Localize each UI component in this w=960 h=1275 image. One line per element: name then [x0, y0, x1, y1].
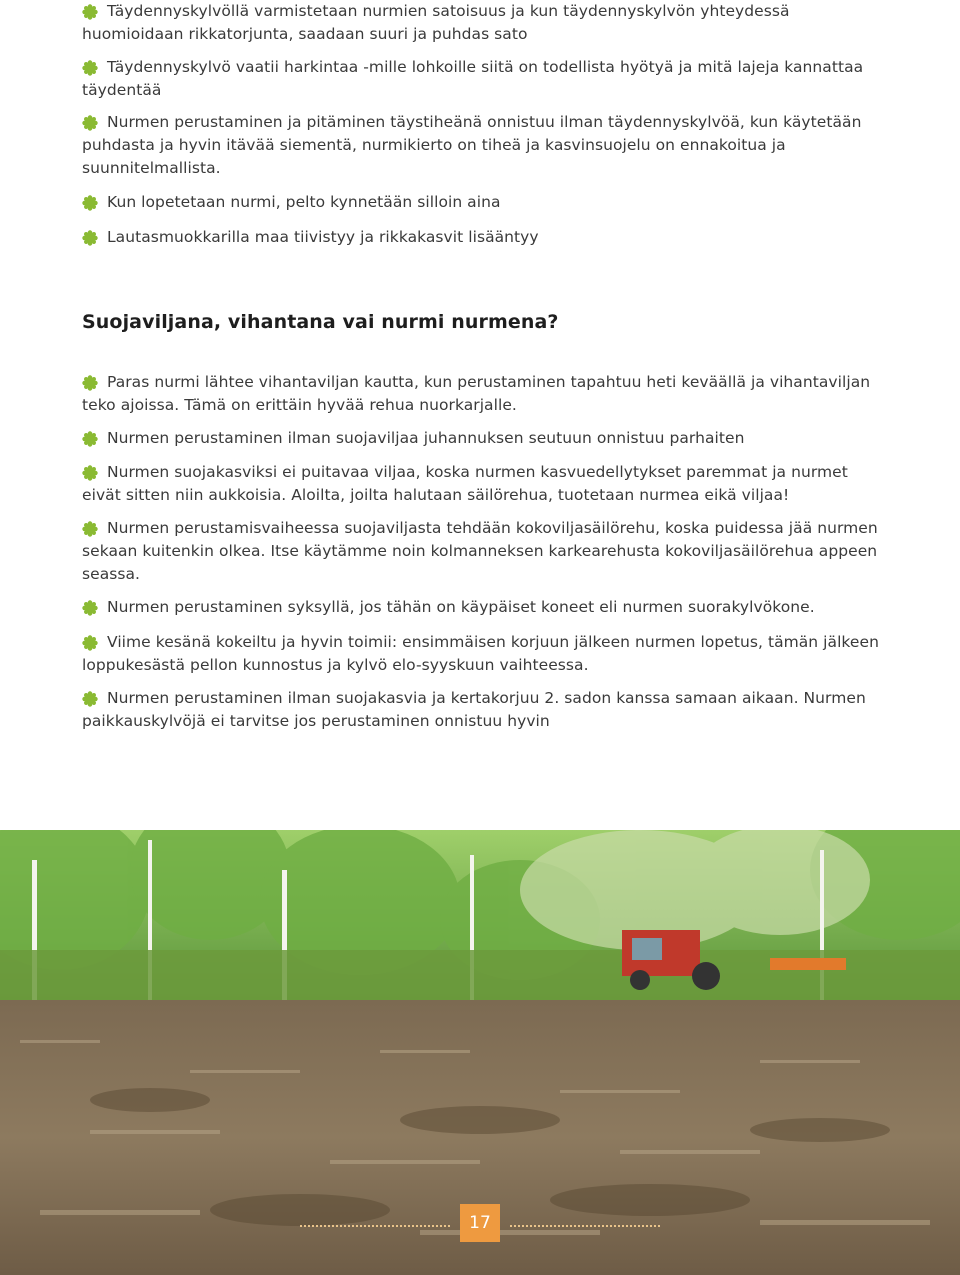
bullet-text: Nurmen perustaminen syksyllä, jos tähän on käypäiset koneet eli nurmen suorakylvökone.	[107, 598, 815, 616]
leaf-bullet-icon	[82, 521, 98, 537]
bullet-item	[82, 111, 882, 180]
bullet-text: Täydennyskylvöllä varmistetaan nurmien satoisuus ja kun täydennyskylvön yhteydessä huomioidaan rikkatorjunta, saadaan suuri ja puhdas sato	[82, 2, 790, 43]
leaf-bullet-icon	[82, 635, 98, 651]
leaf-bullet-icon	[82, 375, 98, 391]
leaf-bullet-icon	[82, 115, 98, 131]
leaf-bullet-icon	[82, 465, 98, 481]
bullet-text: Täydennyskylvö vaatii harkintaa -mille lohkoille siitä on todellista hyötyä ja mitä lajeja kannattaa täydentää	[82, 58, 864, 99]
bullet-item	[82, 687, 882, 733]
leaf-bullet-icon	[82, 4, 98, 20]
bullet-item	[82, 191, 882, 214]
leaf-bullet-icon	[82, 195, 98, 211]
bullet-text: Viime kesänä kokeiltu ja hyvin toimii: ensimmäisen korjuun jälkeen nurmen lopetus, tämän jälkeen loppukesästä pellon kunnostus ja kylvö elo-syyskuun vaihteessa.	[82, 633, 879, 674]
bullet-item	[82, 56, 882, 102]
footer-dotted-rule-left	[300, 1225, 450, 1227]
page-number: 17	[460, 1204, 500, 1242]
bullet-text: Nurmen perustaminen ilman suojakasvia ja kertakorjuu 2. sadon kanssa samaan aikaan. Nurmen paikkauskylvöjä ei tarvitse jos perustaminen onnistuu hyvin	[82, 689, 866, 730]
section-heading: Suojaviljana, vihantana vai nurmi nurmena?	[82, 311, 559, 333]
page-footer	[300, 1200, 660, 1244]
bullet-text: Nurmen perustamisvaiheessa suojaviljasta tehdään kokoviljasäilörehu, koska puidessa jää nurmen sekaan kuitenkin olkea. Itse käytämme noin kolmanneksen karkearehusta kokoviljasäilörehua appeen seassa.	[82, 519, 878, 583]
bullet-item	[82, 226, 882, 249]
bullet-item	[82, 631, 882, 677]
bullet-item	[82, 517, 882, 586]
bullet-text: Nurmen perustaminen ja pitäminen täystiheänä onnistuu ilman täydennyskylvöä, kun käytetään puhdasta ja hyvin itävää siementä, nurmikierto on tiheä ja kasvinsuojelu on ennakoitua ja suunnitelmallista.	[82, 113, 862, 177]
leaf-bullet-icon	[82, 600, 98, 616]
bullet-text: Nurmen suojakasviksi ei puitavaa viljaa, koska nurmen kasvuedellytykset paremmat ja nurmet eivät sitten niin aukkoisia. Aloilta, joilta halutaan säilörehua, tuotetaan nurmea eikä viljaa!	[82, 463, 848, 504]
leaf-bullet-icon	[82, 431, 98, 447]
bullet-text: Nurmen perustaminen ilman suojaviljaa juhannuksen seutuun onnistuu parhaiten	[107, 429, 745, 447]
bullet-text: Paras nurmi lähtee vihantaviljan kautta, kun perustaminen tapahtuu heti keväällä ja vihantaviljan teko ajoissa. Tämä on erittäin hyvää rehua nuorkarjalle.	[82, 373, 871, 414]
leaf-bullet-icon	[82, 691, 98, 707]
bullet-item	[82, 0, 882, 46]
bullet-item	[82, 461, 882, 507]
bullet-item	[82, 371, 882, 417]
bullet-item	[82, 427, 882, 450]
leaf-bullet-icon	[82, 230, 98, 246]
bullet-text: Lautasmuokkarilla maa tiivistyy ja rikkakasvit lisääntyy	[107, 228, 539, 246]
bullet-text: Kun lopetetaan nurmi, pelto kynnetään silloin aina	[107, 193, 501, 211]
leaf-bullet-icon	[82, 60, 98, 76]
footer-dotted-rule-right	[510, 1225, 660, 1227]
bullet-item	[82, 596, 882, 619]
